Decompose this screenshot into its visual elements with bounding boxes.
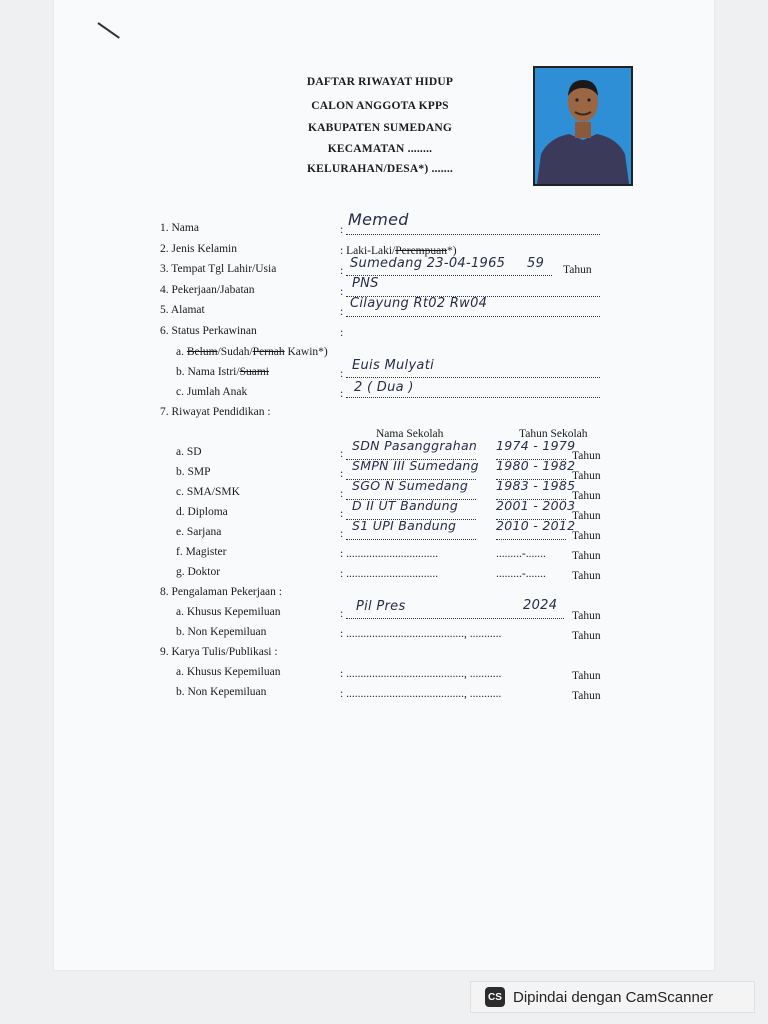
label-jumlah-anak: c. Jumlah Anak	[176, 386, 248, 398]
unit-tahun: Tahun	[572, 510, 601, 522]
colon: :	[340, 306, 344, 318]
edu-years: 2001 - 2003	[496, 498, 576, 513]
edu-school-name: : ................................	[340, 548, 439, 560]
label-nama: 1. Nama	[160, 222, 199, 234]
unit-tahun: Tahun	[572, 470, 601, 482]
label-nama-istri: b. Nama Istri/Suami	[176, 366, 269, 378]
edu-school-name: D II UT Bandung	[352, 498, 459, 513]
applicant-photo	[533, 66, 633, 186]
label-pengalaman: 8. Pengalaman Pekerjaan :	[160, 586, 282, 598]
edu-school-name: SMPN III Sumedang	[352, 458, 479, 473]
col-nama-sekolah: Nama Sekolah	[376, 428, 444, 440]
edu-school-name: S1 UPI Bandung	[352, 518, 457, 533]
value-ttl: Sumedang 23-04-1965	[350, 256, 506, 271]
edu-level-label: c. SMA/SMK	[176, 486, 240, 498]
value-pengalaman-tahun: 2024	[523, 598, 558, 613]
label-alamat: 5. Alamat	[160, 304, 205, 316]
value-nama-istri: Euis Mulyati	[352, 358, 435, 373]
colon: :	[340, 286, 344, 298]
value-pengalaman-non: : ........................................., ...........	[340, 628, 502, 640]
value-nama: Memed	[348, 210, 409, 229]
unit-tahun: Tahun	[572, 490, 601, 502]
dotted-line	[346, 397, 600, 398]
doc-title: DAFTAR RIWAYAT HIDUP	[306, 76, 454, 88]
edu-level-label: d. Diploma	[176, 506, 228, 518]
colon: :	[340, 468, 344, 480]
edu-level-label: b. SMP	[176, 466, 211, 478]
colon: :	[340, 608, 344, 620]
unit-tahun: Tahun	[572, 550, 601, 562]
edu-level-label: f. Magister	[176, 546, 227, 558]
edu-school-name: SGO N Sumedang	[352, 478, 469, 493]
unit-tahun: Tahun	[572, 450, 601, 462]
doc-kabupaten: KABUPATEN SUMEDANG	[307, 122, 453, 134]
colon: :	[340, 224, 344, 236]
unit-tahun: Tahun	[572, 610, 601, 622]
unit-tahun: Tahun	[572, 530, 601, 542]
doc-kelurahan: KELURAHAN/DESA*) .......	[306, 163, 453, 175]
edu-years: 1983 - 1985	[496, 478, 576, 493]
label-status: 6. Status Perkawinan	[160, 325, 257, 337]
unit-tahun: Tahun	[572, 630, 601, 642]
dotted-line	[346, 316, 600, 317]
value-status-a: a. Belum/Sudah/Pernah Kawin*)	[176, 346, 328, 358]
unit-tahun: Tahun	[572, 670, 601, 682]
label-pendidikan: 7. Riwayat Pendidikan :	[160, 406, 271, 418]
value-usia: 59	[527, 256, 545, 271]
dotted-line	[346, 618, 564, 619]
label-khusus-kepemiluan: a. Khusus Kepemiluan	[176, 606, 281, 618]
doc-kecamatan: KECAMATAN ........	[327, 143, 433, 155]
edu-school-name: SDN Pasanggrahan	[352, 438, 478, 453]
edu-years: 1974 - 1979	[496, 438, 576, 453]
label-non-kepemiluan: b. Non Kepemiluan	[176, 626, 267, 638]
edu-level-label: g. Doktor	[176, 566, 221, 578]
colon: :	[340, 448, 344, 460]
unit-tahun: Tahun	[572, 690, 601, 702]
colon: :	[340, 508, 344, 520]
edu-years: .........-.......	[496, 568, 546, 580]
value-karya-non: : ........................................., ...........	[340, 688, 502, 700]
dotted-line	[346, 377, 600, 378]
doc-subtitle: CALON ANGGOTA KPPS	[311, 100, 449, 112]
value-karya-khusus: : ........................................., ...........	[340, 668, 502, 680]
label-ttl: 3. Tempat Tgl Lahir/Usia	[160, 263, 277, 275]
col-tahun-sekolah: Tahun Sekolah	[519, 428, 588, 440]
label-karya-non: b. Non Kepemiluan	[176, 686, 267, 698]
value-alamat: Cilayung Rt02 Rw04	[350, 296, 488, 311]
label-karya-tulis: 9. Karya Tulis/Publikasi :	[160, 646, 278, 658]
label-pekerjaan: 4. Pekerjaan/Jabatan	[160, 284, 255, 296]
camscanner-watermark	[470, 981, 755, 1013]
edu-years: 1980 - 1982	[496, 458, 576, 473]
camscanner-text: Dipindai dengan CamScanner	[513, 988, 714, 1006]
colon: :	[340, 265, 344, 277]
edu-school-name: : ................................	[340, 568, 439, 580]
person-photo-icon	[535, 68, 631, 184]
value-pengalaman-khusus: Pil Pres	[356, 599, 406, 614]
edu-years: 2010 - 2012	[496, 518, 576, 533]
value-jumlah-anak: 2 ( Dua )	[354, 380, 414, 395]
camscanner-logo-icon: CS	[485, 987, 505, 1007]
edu-years: .........-.......	[496, 548, 546, 560]
dotted-line	[346, 234, 600, 235]
edu-level-label: e. Sarjana	[176, 526, 222, 538]
value-jenis-kelamin: : Laki-Laki/Perempuan*)	[340, 245, 457, 257]
dotted-line	[496, 539, 566, 540]
colon: :	[340, 368, 344, 380]
value-pekerjaan: PNS	[352, 276, 379, 291]
colon: :	[340, 488, 344, 500]
unit-tahun: Tahun	[563, 264, 592, 276]
colon: :	[340, 528, 344, 540]
label-jenis-kelamin: 2. Jenis Kelamin	[160, 243, 237, 255]
unit-tahun: Tahun	[572, 570, 601, 582]
label-karya-khusus: a. Khusus Kepemiluan	[176, 666, 281, 678]
colon: :	[340, 388, 344, 400]
edu-level-label: a. SD	[176, 446, 202, 458]
dotted-line	[346, 539, 476, 540]
colon: :	[340, 327, 344, 339]
